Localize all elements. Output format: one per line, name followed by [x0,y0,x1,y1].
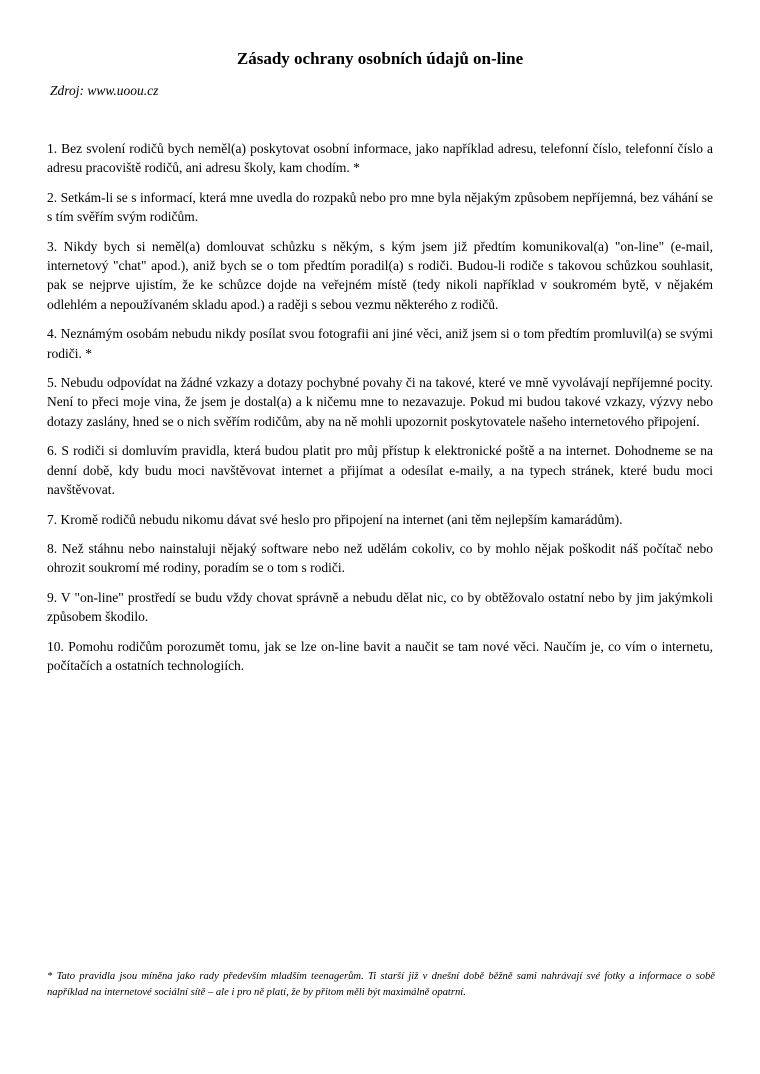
rule-item: 7. Kromě rodičů nebudu nikomu dávat své heslo pro připojení na internet (ani těm nejlepším kamarádům). [47,511,623,527]
rule-item: 2. Setkám-li se s informací, která mne uvedla do rozpaků nebo pro mne byla nějakým způsobem nepříjemná, bez váhání se s tím svěřím svým rodičům. [47,189,713,225]
rule-item: 4. Neznámým osobám nebudu nikdy posílat svou fotografii ani jiné věci, aniž jsem si o tom předtím promluvil(a) se svými rodiči. * [47,326,713,361]
rule-item: 6. S rodiči si domluvím pravidla, která budou platit pro můj přístup k elektronické poště a na internet. Dohodneme se na denní době, kdy budu moci navštěvovat internet a přijímat a odesílat e-maily, a na typech stránek, které budu moci navštěvovat. [47,443,713,498]
source-line: Zdroj: www.uoou.cz [50,83,159,98]
rule-item: 10. Pomohu rodičům porozumět tomu, jak se lze on-line bavit a naučit se tam nové věci. Naučím je, co vím o internetu, počítačích a ostatních technologiích. [47,638,713,673]
rule-item: 3. Nikdy bych si neměl(a) domlouvat schůzku s někým, s kým jsem již předtím komunikoval(a) "on-line" (e-mail, internetový "chat" apod.), aniž bych se o tom předtím poradil(a) s rodiči. Budou-li rodiče s takovou schůzkou souhlasit, pak se nejprve ujistím, že ke schůzce dojde na veřejném místě (tedy nikoli například v soukromém bytě, v nějakém odlehlém a nepoužívaném skladu apod.) a raději s sebou vezmu některého z rodičů. [47,238,713,312]
rule-item: 1. Bez svolení rodičů bych neměl(a) poskytovat osobní informace, jako například adresu, telefonní číslo, telefonní číslo a adresu pracoviště rodičů, ani adresu školy, kam chodím. * [47,141,713,176]
rules-list [47,139,713,685]
rule-item: 8. Než stáhnu nebo nainstaluji nějaký software nebo než udělám cokoliv, co by mohlo nějak poškodit náš počítač nebo ohrozit soukromí mé rodiny, poradím se o tom s rodiči. [47,540,713,576]
document-title: Zásady ochrany osobních údajů on-line [236,49,524,68]
footnote: * Tato pravidla jsou míněna jako rady především mladším teenagerům. Ti starší již v dnešní době běžně sami nahrávají své fotky a informace o sobě například na internetové sociální sítě – ale i pro ně platí, že by přitom měli být maximálně opatrní. [47,971,715,998]
rule-item: 5. Nebudu odpovídat na žádné vzkazy a dotazy pochybné povahy či na takové, které ve mně vyvolávají nepříjemné pocity. Není to přeci moje vina, že jsem je dostal(a) a k ničemu mne to nezavazuje. Pokud mi budou takové vzkazy, výzvy nebo dotazy zaslány, hned se o nich svěřím rodičům, aby na ně mohli upozornit poskytovatele našeho internetového připojení. [47,375,713,429]
rule-item: 9. V "on-line" prostředí se budu vždy chovat správně a nebudu dělat nic, co by obtěžovalo ostatní nebo by jim jakýmkoli způsobem škodilo. [47,589,713,625]
